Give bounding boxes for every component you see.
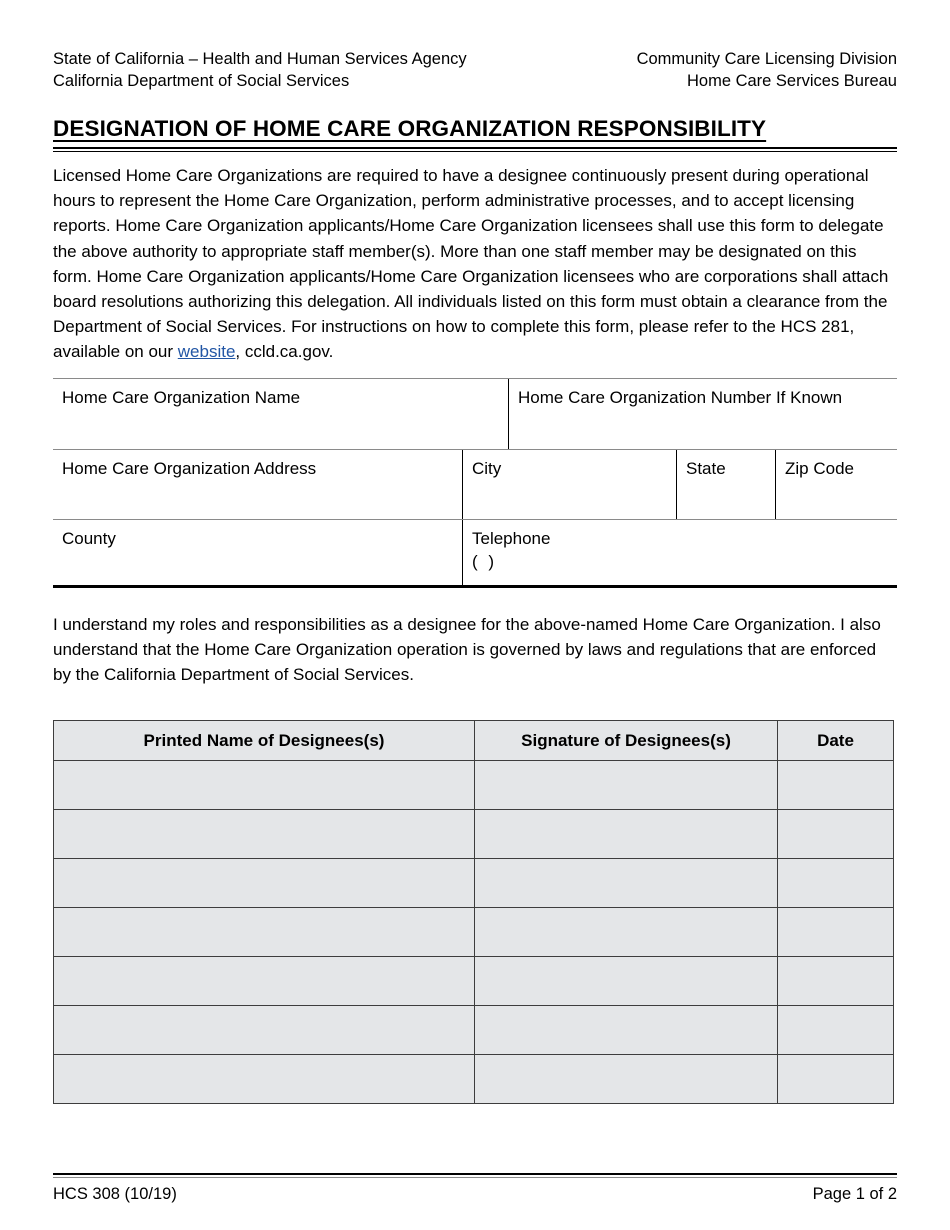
intro-paragraph [53, 163, 897, 365]
cell-printed-name[interactable] [54, 761, 475, 810]
cell-signature[interactable] [475, 908, 778, 957]
form-identifier: HCS 308 (10/19) [53, 1185, 177, 1203]
division-line-2: Home Care Services Bureau [686, 72, 897, 90]
field-organization-address[interactable] [53, 450, 462, 519]
masthead-right-block [637, 48, 897, 92]
field-county[interactable] [53, 520, 462, 585]
cell-date[interactable] [778, 1055, 894, 1104]
cell-printed-name[interactable] [54, 1055, 475, 1104]
cell-signature[interactable] [475, 810, 778, 859]
cell-date[interactable] [778, 761, 894, 810]
organization-number-label: Home Care Organization Number If Known [518, 387, 843, 407]
info-row-organization [53, 378, 897, 449]
state-label: State [686, 458, 726, 478]
field-state[interactable] [676, 450, 775, 519]
cell-printed-name[interactable] [54, 810, 475, 859]
field-organization-number[interactable] [508, 379, 897, 449]
cell-signature[interactable] [475, 1055, 778, 1104]
info-table-bottom-rule [53, 585, 897, 588]
cell-printed-name[interactable] [54, 859, 475, 908]
field-zip-code[interactable] [775, 450, 897, 519]
division-line-1: Community Care Licensing Division [636, 50, 897, 68]
zip-code-label: Zip Code [785, 458, 854, 478]
page-number: Page 1 of 2 [812, 1185, 897, 1203]
masthead [53, 0, 897, 92]
cell-date[interactable] [778, 859, 894, 908]
designee-signature-table [53, 720, 894, 1104]
footer-divider [53, 1173, 897, 1178]
agency-line-1: State of California – Health and Human Services Agency [53, 50, 467, 68]
field-organization-name[interactable] [53, 379, 508, 449]
cell-signature[interactable] [475, 761, 778, 810]
field-city[interactable] [462, 450, 676, 519]
masthead-left-block [53, 48, 467, 92]
cell-printed-name[interactable] [54, 1006, 475, 1055]
understanding-statement: I understand my roles and responsibilities as a designee for the above-named Home Care Organization. I also understand that the Home Care Organization operation is governed by laws and regulations that are enforced by the California Department of Social Services. [53, 614, 881, 685]
intro-text-after-link: , ccld.ca.gov. [235, 342, 334, 362]
cell-date[interactable] [778, 1006, 894, 1055]
info-row-address [53, 449, 897, 519]
intro-text-before-link: Licensed Home Care Organizations are required to have a designee continuously present during operational hours to represent the Home Care Organization, perform administrative processes, and to accept licensing reports. Home Care Organization applicants/Home Care Organization licensees shall use this form to delegate the above authority to appropriate staff member(s). More than one staff member may be designated on this form. Home Care Organization applicants/Home Care Organization licensees who are corporations shall attach board resolutions authorizing this delegation. All individuals listed on this form must obtain a clearance from the Department of Social Services. For instructions on how to complete this form, please refer to the HCS 281, available on our [53, 166, 889, 362]
telephone-label: Telephone [472, 528, 551, 548]
cell-printed-name[interactable] [54, 908, 475, 957]
column-header-signature: Signature of Designees(s) [475, 721, 778, 761]
organization-info-table [53, 378, 897, 588]
organization-name-label: Home Care Organization Name [62, 387, 301, 407]
title-divider [53, 147, 897, 152]
info-row-county-telephone [53, 519, 897, 585]
column-header-printed-name: Printed Name of Designees(s) [54, 721, 475, 761]
table-row [54, 1006, 894, 1055]
designee-rows [54, 761, 894, 1104]
city-label: City [472, 458, 502, 478]
cell-signature[interactable] [475, 1006, 778, 1055]
page-title: DESIGNATION OF HOME CARE ORGANIZATION RESPONSIBILITY [53, 116, 767, 141]
table-row [54, 1055, 894, 1104]
telephone-value: ( ) [472, 551, 498, 571]
table-row [54, 761, 894, 810]
column-header-date: Date [778, 721, 894, 761]
table-row [54, 957, 894, 1006]
table-row [54, 908, 894, 957]
table-row [54, 859, 894, 908]
cell-printed-name[interactable] [54, 957, 475, 1006]
cell-date[interactable] [778, 908, 894, 957]
organization-address-label: Home Care Organization Address [62, 458, 317, 478]
cell-date[interactable] [778, 810, 894, 859]
table-row [54, 810, 894, 859]
agency-line-2: California Department of Social Services [53, 72, 350, 90]
cell-date[interactable] [778, 957, 894, 1006]
page-footer [53, 1173, 897, 1204]
cell-signature[interactable] [475, 859, 778, 908]
cell-signature[interactable] [475, 957, 778, 1006]
county-label: County [62, 528, 116, 548]
field-telephone[interactable] [462, 520, 897, 585]
website-link[interactable]: website [177, 342, 236, 362]
table-header-row [54, 721, 894, 761]
